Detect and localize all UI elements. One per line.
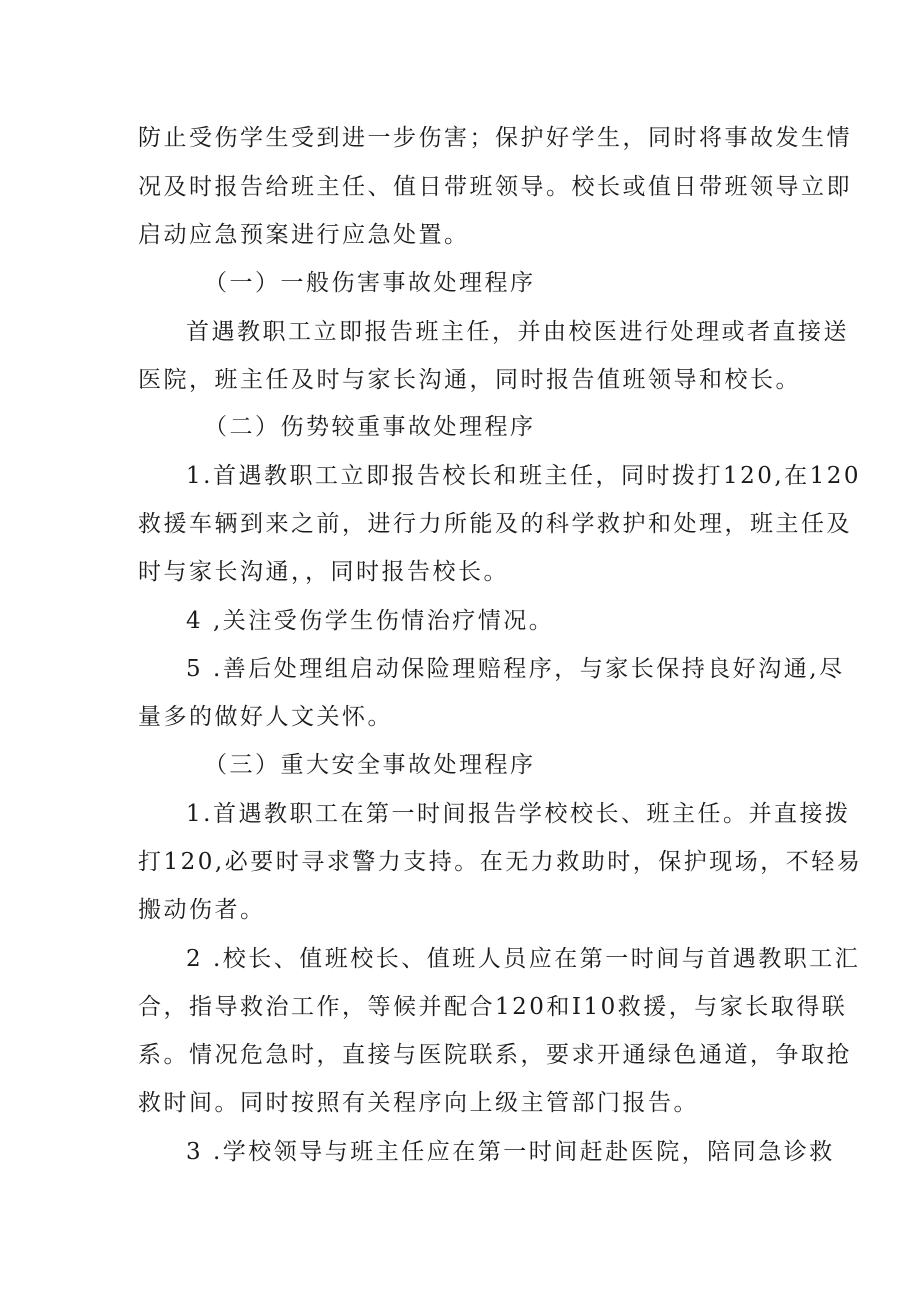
section-heading: （一）一般伤害事故处理程序 bbox=[204, 270, 536, 296]
paragraph-line: 救时间。同时按照有关程序向上级主管部门报告。 bbox=[138, 1090, 699, 1116]
section-heading: （二）伤势较重事故处理程序 bbox=[204, 414, 536, 440]
paragraph-line: 2 .校长、值班校长、值班人员应在第一时间与首遇教职工汇 bbox=[186, 946, 861, 972]
paragraph-line: 系。情况危急时，直接与医院联系，要求开通绿色通道，争取抢 bbox=[138, 1042, 852, 1068]
paragraph-line: 首遇教职工立即报告班主任，并由校医进行处理或者直接送 bbox=[186, 319, 849, 345]
paragraph-line: 时与家长沟通，，同时报告校长。 bbox=[138, 559, 509, 585]
paragraph-line: 3 .学校领导与班主任应在第一时间赶赴医院，陪同急诊救 bbox=[186, 1139, 835, 1165]
paragraph-line: 合，指导救治工作，等候并配合120和I10救援，与家长取得联 bbox=[138, 994, 848, 1020]
paragraph-line: 防止受伤学生受到进一步伤害；保护好学生，同时将事故发生情 bbox=[138, 125, 852, 151]
paragraph-line: 1.首遇教职工立即报告校长和班主任，同时拨打120,在120 bbox=[186, 463, 862, 489]
paragraph-line: 5 .善后处理组启动保险理赔程序，与家长保持良好沟通,尽 bbox=[186, 656, 845, 682]
paragraph-line: 启动应急预案进行应急处置。 bbox=[138, 222, 470, 248]
section-heading: （三）重大安全事故处理程序 bbox=[204, 752, 536, 778]
paragraph-line: 医院，班主任及时与家长沟通，同时报告值班领导和校长。 bbox=[138, 367, 801, 393]
paragraph-line: 1.首遇教职工在第一时间报告学校校长、班主任。并直接拨 bbox=[186, 801, 851, 827]
paragraph-line: 搬动伤者。 bbox=[138, 897, 266, 923]
paragraph-line: 量多的做好人文关怀。 bbox=[138, 704, 393, 730]
paragraph-line: 4 ,关注受伤学生伤情治疗情况。 bbox=[186, 608, 555, 634]
paragraph-line: 打120,必要时寻求警力支持。在无力救助时，保护现场，不轻易 bbox=[138, 849, 863, 875]
paragraph-line: 救援车辆到来之前，进行力所能及的科学救护和处理，班主任及 bbox=[138, 511, 852, 537]
paragraph-line: 况及时报告给班主任、值日带班领导。校长或值日带班领导立即 bbox=[138, 174, 852, 200]
